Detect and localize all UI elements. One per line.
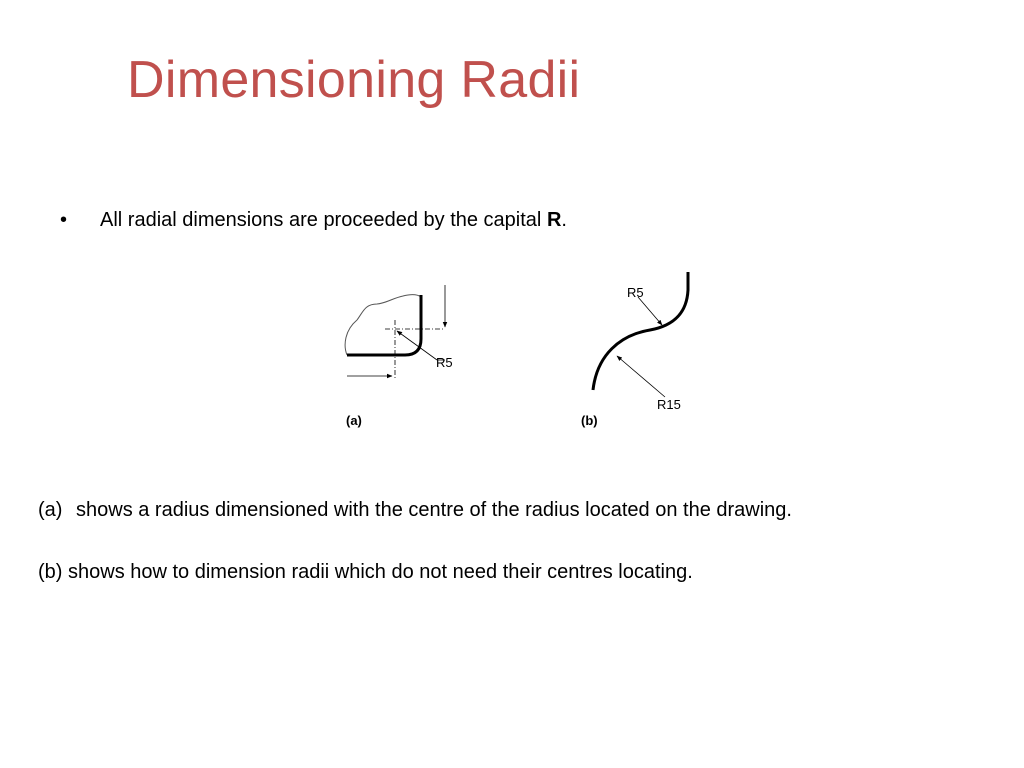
- corner-profile-a: [347, 295, 421, 355]
- slide-title: Dimensioning Radii: [127, 51, 581, 109]
- caption-a-marker: (a): [38, 499, 63, 521]
- caption-b: (b) shows how to dimension radii which do not need their centres locating.: [38, 561, 693, 583]
- caption-figure-b: (b): [581, 413, 598, 428]
- label-r5-a: R5: [436, 355, 453, 370]
- caption-a-text: shows a radius dimensioned with the centre of the radius located on the drawing.: [76, 499, 792, 521]
- radius-leader-small: [638, 297, 662, 325]
- bullet-suffix: .: [561, 209, 567, 231]
- broken-outline: [345, 295, 421, 355]
- radius-dimension-figure: [335, 270, 710, 435]
- bullet-text: [100, 207, 567, 233]
- label-r5-b: R5: [627, 285, 644, 300]
- label-r15-b: R15: [657, 397, 681, 412]
- bullet-body: All radial dimensions are proceeded by the capital: [100, 209, 547, 231]
- figure-svg: [335, 270, 710, 435]
- radius-leader-large: [617, 356, 665, 397]
- bullet-emphasis: R: [546, 209, 562, 231]
- drawing-a: [345, 285, 452, 428]
- caption-figure-a: (a): [346, 413, 362, 428]
- caption-a: [38, 497, 792, 523]
- drawing-b: [581, 272, 688, 428]
- bullet-marker: •: [60, 209, 68, 231]
